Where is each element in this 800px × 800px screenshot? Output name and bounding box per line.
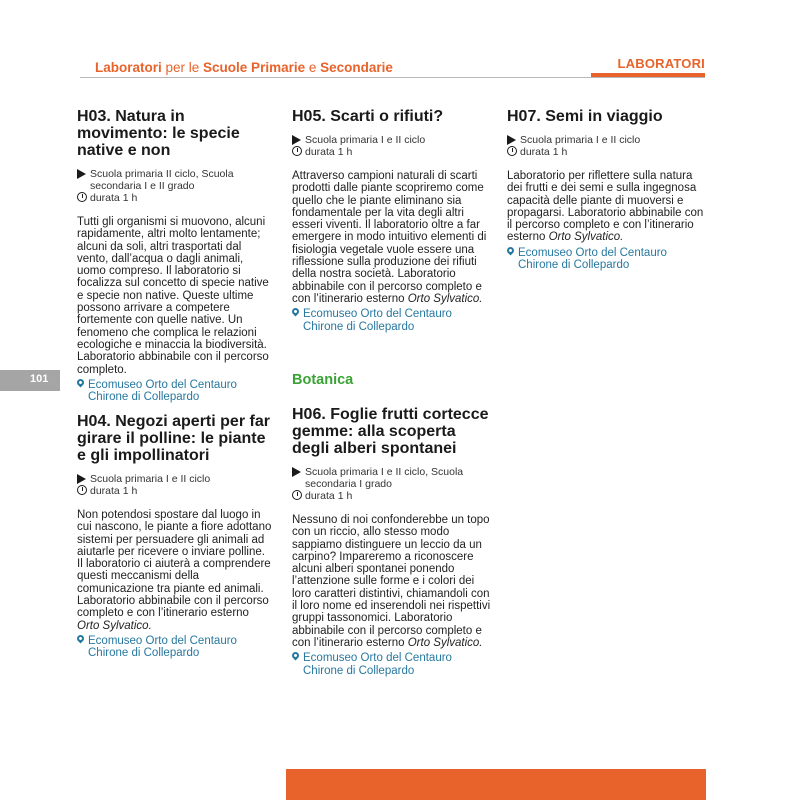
header-word-primarie: Scuole Primarie — [203, 60, 306, 75]
duration-row — [77, 485, 273, 497]
lab-description — [292, 170, 492, 305]
header-word-secondarie: Secondarie — [320, 60, 393, 75]
audience-text: Scuola primaria II ciclo, Scuola secondaria I e II grado — [90, 168, 234, 192]
lab-description — [292, 514, 492, 649]
lab-h07 — [507, 108, 707, 271]
audience-row — [77, 473, 273, 485]
map-pin-icon — [506, 245, 516, 255]
description-text: Nessuno di noi confonderebbe un topo con un riccio, allo stesso modo sappiamo distinguere un leccio da un carpino? Impareremo a riconoscere alcuni alberi spontanei ponendo l’attenzione sulle forme e i colori dei loro caratteri distintivi, chiamandoli con il loro nome ed inserendoli nei rispettivi gruppi tassonomici. Laboratorio abbinabile con il percorso completo e con l’itinerario esterno — [292, 514, 491, 649]
lab-meta — [507, 134, 707, 158]
lab-h04 — [77, 413, 273, 660]
lab-title: H07. Semi in viaggio — [507, 108, 663, 125]
location-text: Ecomuseo Orto del Centauro Chirone di Collepardo — [303, 308, 452, 333]
lab-h05 — [292, 108, 492, 333]
section-label: LABORATORI — [617, 56, 705, 71]
location-link[interactable] — [292, 652, 492, 677]
section-heading-botanica: Botanica — [292, 372, 354, 388]
running-header — [95, 60, 393, 75]
audience-row — [292, 134, 492, 146]
lab-description: Tutti gli organismi si muovono, alcuni rapidamente, altri molto lentamente; alcuni da soli, altri trasportati dal vento, dall’acqua o dagli animali, uomo compreso. Il laboratorio si focalizza sul concetto di specie native e specie non native. Queste ultime possono arrivare a competere fortemente con quelle native. Un fenomeno che complica le relazioni ecologiche e minaccia la biodiversità. Laboratorio abbinabile con il percorso completo. — [77, 216, 269, 376]
location-text: Ecomuseo Orto del Centauro Chirone di Collepardo — [88, 634, 237, 660]
play-icon — [77, 474, 86, 484]
lab-h03 — [77, 108, 273, 403]
map-pin-icon — [291, 307, 301, 317]
duration-text: durata 1 h — [90, 192, 138, 204]
description-text: Laboratorio per riflettere sulla natura dei frutti e dei semi e sulla ingegnosa capacità delle piante di muoversi e propagarsi. Laboratorio abbinabile con il percorso completo e con l’itinerario esterno — [507, 170, 704, 244]
lab-title: H05. Scarti o rifiuti? — [292, 108, 444, 125]
duration-text: durata 1 h — [520, 146, 568, 158]
lab-meta — [292, 466, 492, 502]
audience-row — [77, 168, 273, 192]
lab-meta — [292, 134, 492, 158]
lab-description — [507, 170, 707, 244]
play-icon — [292, 135, 301, 145]
lab-meta — [77, 168, 273, 204]
duration-text: durata 1 h — [305, 490, 353, 502]
clock-icon — [292, 490, 302, 500]
duration-text: durata 1 h — [90, 485, 138, 497]
audience-row — [292, 466, 492, 490]
lab-title: H06. Foglie frutti cortecce gemme: alla scoperta degli alberi spontanei — [292, 406, 489, 457]
play-icon — [292, 467, 301, 477]
audience-text: Scuola primaria I e II ciclo, Scuola secondaria I grado — [305, 466, 464, 490]
map-pin-icon — [76, 634, 86, 644]
header-divider — [80, 77, 705, 78]
clock-icon — [77, 192, 87, 202]
clock-icon — [77, 485, 87, 495]
clock-icon — [507, 146, 517, 156]
description-italic: Orto Sylvatico. — [548, 231, 624, 244]
header-word-laboratori: Laboratori — [95, 60, 162, 75]
location-text: Ecomuseo Orto del Centauro Chirone di Collepardo — [518, 246, 667, 272]
description-italic: Orto Sylvatico. — [407, 636, 483, 649]
description-italic: Orto Sylvatico. — [77, 619, 152, 632]
footer-accent-bar — [286, 769, 706, 800]
lab-meta — [77, 473, 273, 497]
section-tab — [591, 55, 705, 77]
audience-text: Scuola primaria I e II ciclo — [90, 473, 211, 485]
play-icon — [507, 135, 516, 145]
location-link[interactable] — [77, 635, 273, 660]
header-word-e: e — [305, 60, 321, 75]
location-link[interactable] — [77, 379, 273, 404]
clock-icon — [292, 146, 302, 156]
page-number-tab — [0, 370, 60, 391]
audience-text: Scuola primaria I e II ciclo — [305, 134, 426, 146]
duration-row — [292, 490, 492, 502]
header-word-per-le: per le — [161, 60, 204, 75]
lab-title: H04. Negozi aperti per far girare il polline: le piante e gli impollinatori — [77, 413, 270, 464]
location-text: Ecomuseo Orto del Centauro Chirone di Collepardo — [303, 652, 452, 677]
description-text: Attraverso campioni naturali di scarti prodotti dalle piante scopriremo come quello che le piante eliminano sia fondamentale per la vita degli altri esseri viventi. Il laboratorio oltre a far emergere in modo intuitivo elementi di fisiologia vegetale vuole essere una riflessione sulla produzione dei rifiuti della nostra società. Laboratorio abbinabile con il percorso completo e con l’itinerario esterno — [292, 170, 487, 305]
description-italic: Orto Sylvatico. — [407, 292, 483, 305]
location-text: Ecomuseo Orto del Centauro Chirone di Collepardo — [88, 378, 237, 404]
map-pin-icon — [76, 377, 86, 387]
play-icon — [77, 169, 86, 179]
audience-row — [507, 134, 707, 146]
duration-row — [292, 146, 492, 158]
map-pin-icon — [291, 651, 301, 661]
location-link[interactable] — [507, 247, 707, 272]
duration-text: durata 1 h — [305, 146, 353, 158]
duration-row — [507, 146, 707, 158]
lab-title: H03. Natura in movimento: le specie native e non — [77, 108, 240, 159]
lab-description — [77, 509, 273, 632]
location-link[interactable] — [292, 308, 492, 333]
audience-text: Scuola primaria I e II ciclo — [520, 134, 641, 146]
lab-h06 — [292, 406, 492, 677]
duration-row — [77, 192, 273, 204]
page-number: 101 — [30, 373, 49, 385]
description-text: Non potendosi spostare dal luogo in cui nascono, le piante a fiore adottano sistemi per persuadere gli animali ad aiutarle per ricevere o inviare polline. Il laboratorio ci aiuterà a comprendere questi meccanismi della comunicazione tra piante ed animali. Laboratorio abbinabile con il percorso completo e con l’itinerario esterno — [77, 509, 272, 620]
